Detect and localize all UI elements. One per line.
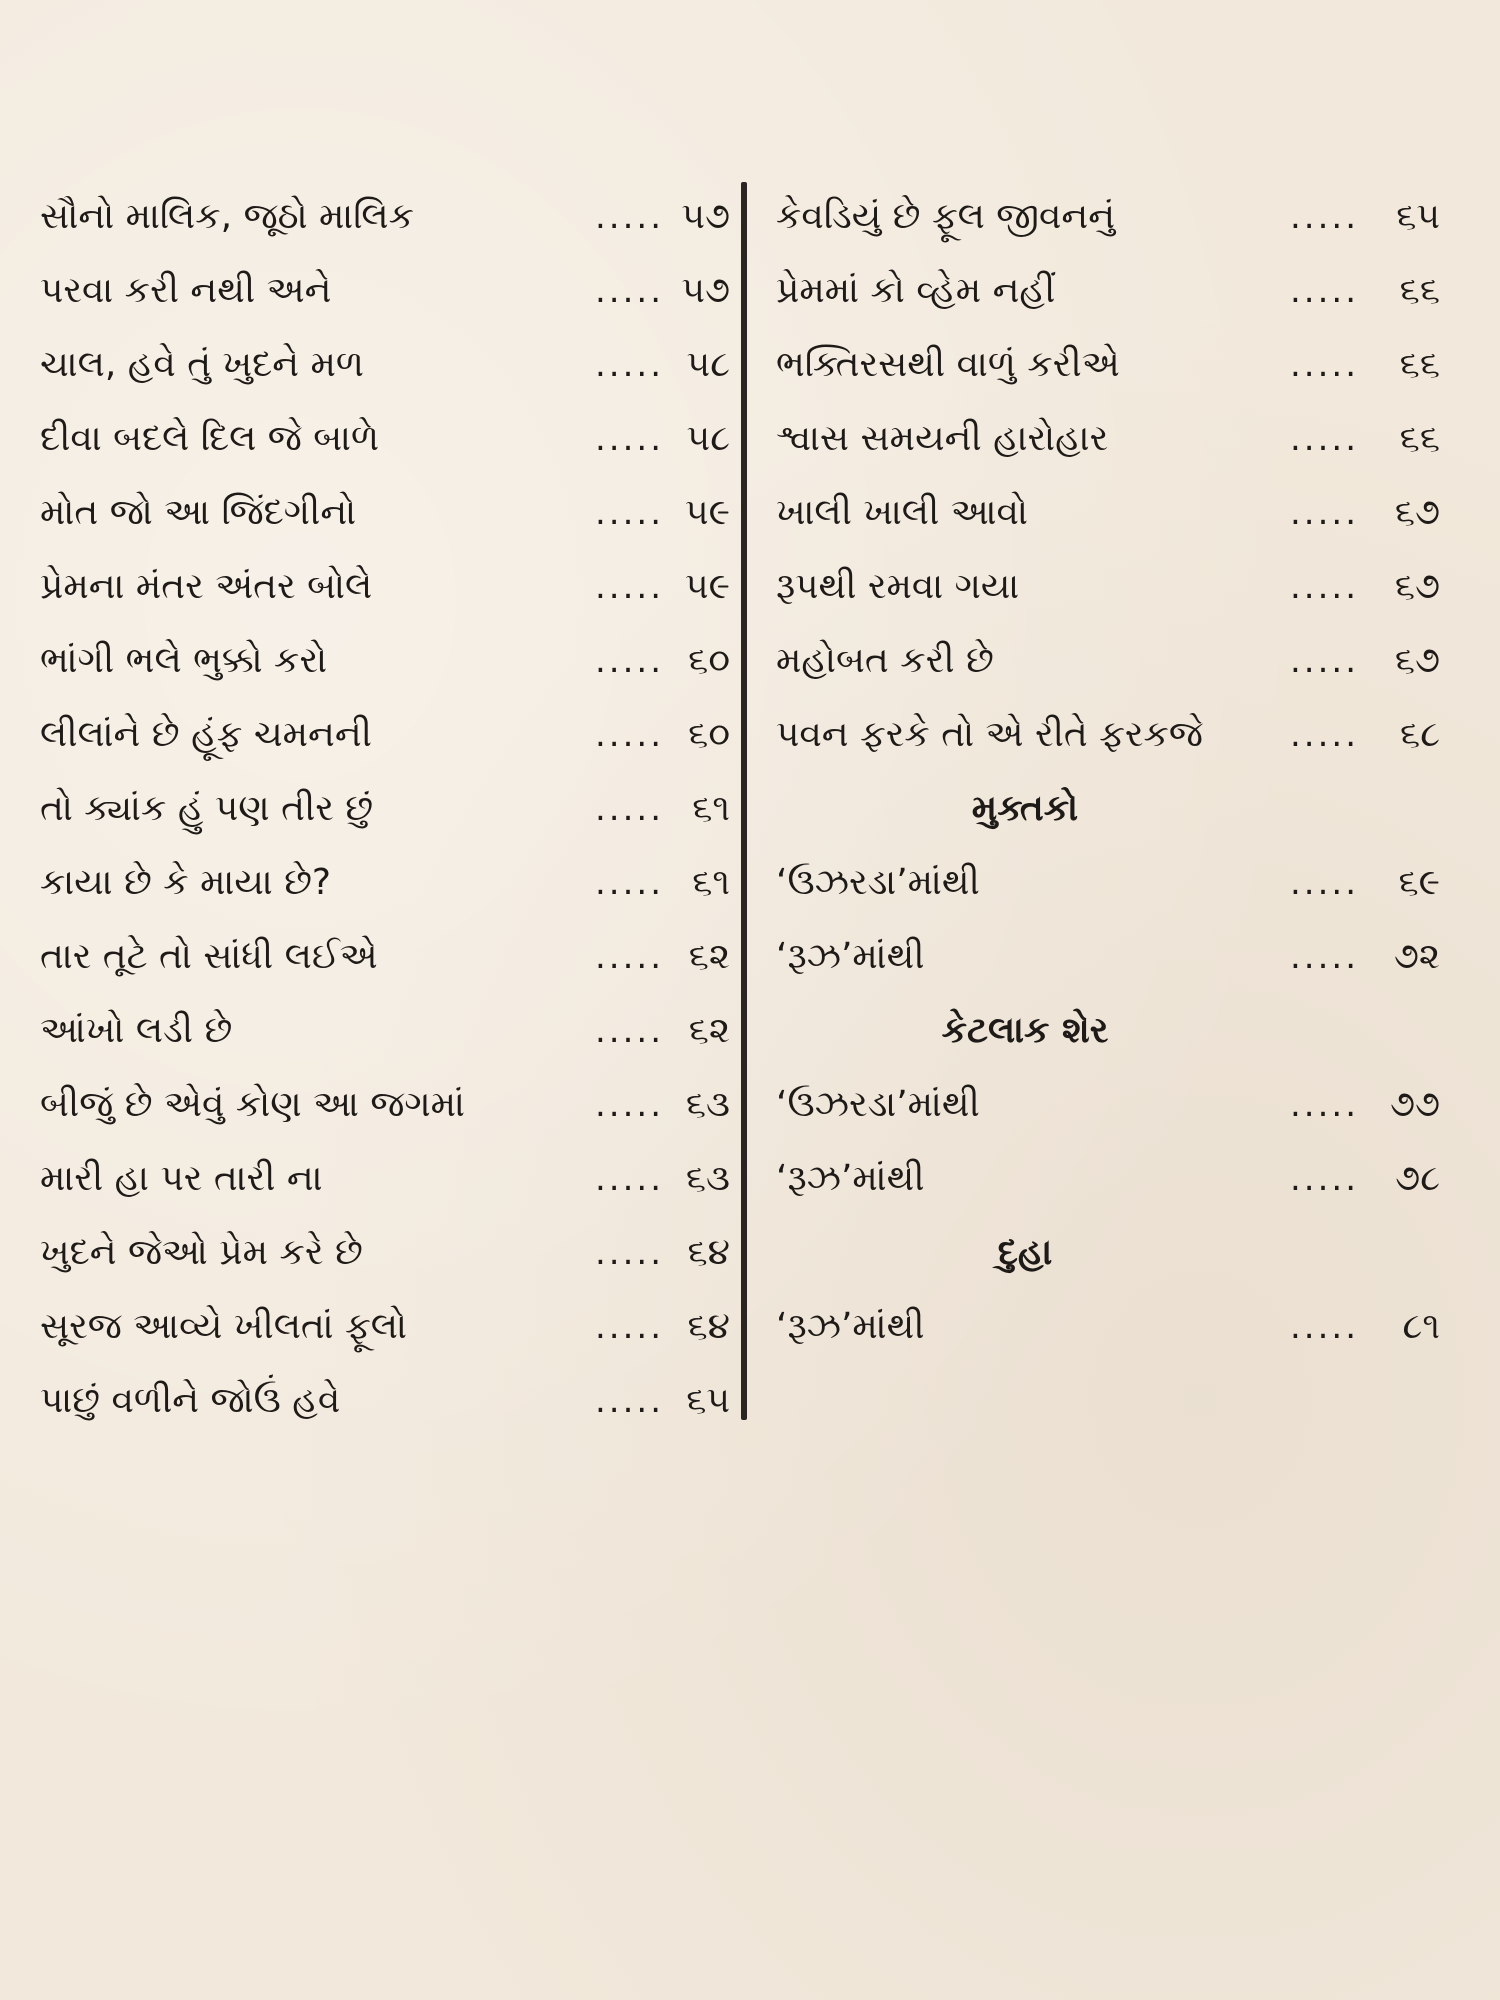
- toc-entry: [770, 1290, 1460, 1364]
- entry-title: સૂરજ આવ્યે ખીલતાં ફૂલો: [40, 1306, 407, 1347]
- entry-title: કેવડિયું છે ફૂલ જીવનનું: [776, 196, 1116, 237]
- entry-title: મહોબત કરી છે: [776, 640, 994, 681]
- entry-page-number: ૬૯: [1398, 862, 1440, 903]
- entry-title: ચાલ, હવે તું ખુદને મળ: [40, 344, 364, 385]
- toc-entry: [40, 698, 740, 772]
- leader-dots: .....: [1290, 493, 1360, 533]
- toc-entry: [40, 180, 740, 254]
- leader-dots: .....: [1290, 1307, 1360, 1347]
- toc-entry: [770, 476, 1460, 550]
- leader-dots: .....: [595, 1159, 665, 1199]
- entry-page-number: ૬૮: [1400, 714, 1440, 755]
- section-heading-duha: દુહા: [997, 1232, 1053, 1273]
- entry-title: તો ક્યાંક હું પણ તીર છું: [40, 788, 374, 829]
- leader-dots: .....: [595, 197, 665, 237]
- entry-title: ભાંગી ભલે ભુક્કો કરો: [40, 640, 328, 681]
- toc-entry: [40, 476, 740, 550]
- entry-page-number: ૬૭: [1394, 566, 1440, 607]
- toc-entry: [770, 254, 1460, 328]
- toc-entry: [770, 1142, 1460, 1216]
- toc-entry: [40, 402, 740, 476]
- leader-dots: .....: [1290, 345, 1360, 385]
- toc-entry: [40, 550, 740, 624]
- entry-page-number: ૬૭: [1394, 492, 1440, 533]
- toc-entry: [770, 550, 1460, 624]
- leader-dots: .....: [595, 1085, 665, 1125]
- entry-title: પ્રેમના મંતર અંતર બોલે: [40, 566, 373, 607]
- entry-title: ‘રૂઝ’માંથી: [776, 936, 925, 977]
- toc-entry: [40, 1142, 740, 1216]
- entry-page-number: ૬૧: [692, 788, 730, 829]
- leader-dots: .....: [595, 271, 665, 311]
- entry-page-number: ૬૨: [688, 936, 730, 977]
- leader-dots: .....: [595, 863, 665, 903]
- entry-page-number: ૬૫: [686, 1380, 730, 1421]
- entry-page-number: ૭૨: [1393, 936, 1440, 977]
- entry-page-number: ૫૯: [685, 492, 730, 533]
- entry-page-number: ૫૭: [681, 196, 730, 237]
- entry-title: મારી હા પર તારી ના: [40, 1158, 323, 1199]
- leader-dots: .....: [1290, 1085, 1360, 1125]
- leader-dots: .....: [1290, 567, 1360, 607]
- toc-entry: [770, 402, 1460, 476]
- entry-page-number: ૬૦: [688, 714, 730, 755]
- entry-page-number: ૬૩: [685, 1084, 730, 1125]
- entry-page-number: ૬૬: [1399, 344, 1440, 385]
- leader-dots: .....: [595, 715, 665, 755]
- leader-dots: .....: [1290, 937, 1360, 977]
- entry-title: પાછું વળીને જોઉં હવે: [40, 1380, 341, 1421]
- toc-entry: [770, 920, 1460, 994]
- leader-dots: .....: [595, 1381, 665, 1421]
- toc-entry: [770, 180, 1460, 254]
- toc-entry: [40, 328, 740, 402]
- leader-dots: .....: [1290, 715, 1360, 755]
- toc-entry: [770, 698, 1460, 772]
- leader-dots: .....: [595, 345, 665, 385]
- entry-title: ‘ઉઝરડા’માંથી: [776, 1084, 980, 1125]
- section-heading-muktako: મુક્તકો: [971, 788, 1079, 829]
- leader-dots: .....: [595, 1233, 665, 1273]
- leader-dots: .....: [595, 419, 665, 459]
- entry-page-number: ૭૮: [1395, 1158, 1440, 1199]
- entry-title: મોત જો આ જિંદગીનો: [40, 492, 357, 533]
- entry-page-number: ૮૧: [1402, 1306, 1440, 1347]
- entry-title: પરવા કરી નથી અને: [40, 270, 332, 311]
- leader-dots: .....: [595, 641, 665, 681]
- section-heading-sher: કેટલાક શેર: [941, 1010, 1109, 1051]
- entry-page-number: ૬૨: [688, 1010, 730, 1051]
- entry-page-number: ૬૩: [685, 1158, 730, 1199]
- entry-page-number: ૫૮: [686, 344, 730, 385]
- entry-page-number: ૬૪: [687, 1232, 730, 1273]
- entry-page-number: ૫૯: [685, 566, 730, 607]
- entry-page-number: ૬૬: [1399, 270, 1440, 311]
- toc-left-column: [40, 180, 740, 1438]
- entry-page-number: ૬૧: [692, 862, 730, 903]
- toc-entry: [770, 624, 1460, 698]
- leader-dots: .....: [595, 493, 665, 533]
- toc-entry: [40, 1216, 740, 1290]
- entry-title: ‘ઉઝરડા’માંથી: [776, 862, 980, 903]
- leader-dots: .....: [595, 1011, 665, 1051]
- toc-entry: [40, 846, 740, 920]
- toc-entry: [770, 328, 1460, 402]
- entry-title: સૌનો માલિક, જૂઠો માલિક: [40, 196, 415, 237]
- toc-entry: [40, 1068, 740, 1142]
- entry-title: લીલાંને છે હૂંફ ચમનની: [40, 714, 372, 755]
- entry-page-number: ૭૭: [1389, 1084, 1440, 1125]
- entry-page-number: ૬૭: [1394, 640, 1440, 681]
- entry-title: આંખો લડી છે: [40, 1010, 233, 1051]
- leader-dots: .....: [595, 1307, 665, 1347]
- column-divider: [741, 182, 747, 1420]
- entry-title: પ્રેમમાં કો વ્હેમ નહીં: [776, 270, 1056, 311]
- entry-title: ભક્તિરસથી વાળું કરીએ: [776, 344, 1120, 385]
- toc-entry: [40, 772, 740, 846]
- toc-entry: [40, 920, 740, 994]
- entry-title: બીજું છે એવું કોણ આ જગમાં: [40, 1084, 465, 1125]
- leader-dots: .....: [1290, 419, 1360, 459]
- entry-title: કાયા છે કે માયા છે?: [40, 862, 332, 903]
- toc-right-column: [770, 180, 1460, 1364]
- leader-dots: .....: [1290, 271, 1360, 311]
- entry-title: ‘રૂઝ’માંથી: [776, 1158, 925, 1199]
- toc-entry: [40, 1290, 740, 1364]
- entry-page-number: ૬૫: [1396, 196, 1440, 237]
- leader-dots: .....: [595, 567, 665, 607]
- entry-title: શ્વાસ સમયની હારોહાર: [776, 418, 1109, 459]
- entry-title: પવન ફરકે તો એ રીતે ફરકજે: [776, 714, 1203, 755]
- entry-page-number: ૬૬: [1399, 418, 1440, 459]
- leader-dots: .....: [1290, 863, 1360, 903]
- leader-dots: .....: [1290, 197, 1360, 237]
- leader-dots: .....: [595, 789, 665, 829]
- entry-title: રૂપથી રમવા ગયા: [776, 566, 1020, 607]
- entry-title: દીવા બદલે દિલ જે બાળે: [40, 418, 380, 459]
- entry-title: તાર તૂટે તો સાંધી લઈએ: [40, 936, 378, 977]
- entry-page-number: ૬૦: [688, 640, 730, 681]
- entry-page-number: ૫૭: [681, 270, 730, 311]
- toc-entry: [40, 994, 740, 1068]
- entry-page-number: ૬૪: [687, 1306, 730, 1347]
- entry-title: ખુદને જેઓ પ્રેમ કરે છે: [40, 1232, 363, 1273]
- leader-dots: .....: [1290, 1159, 1360, 1199]
- leader-dots: .....: [595, 937, 665, 977]
- entry-title: ખાલી ખાલી આવો: [776, 492, 1028, 533]
- entry-page-number: ૫૮: [686, 418, 730, 459]
- toc-entry: [40, 624, 740, 698]
- toc-entry: [40, 254, 740, 328]
- entry-title: ‘રૂઝ’માંથી: [776, 1306, 925, 1347]
- leader-dots: .....: [1290, 641, 1360, 681]
- toc-entry: [770, 846, 1460, 920]
- toc-entry: [40, 1364, 740, 1438]
- toc-entry: [770, 1068, 1460, 1142]
